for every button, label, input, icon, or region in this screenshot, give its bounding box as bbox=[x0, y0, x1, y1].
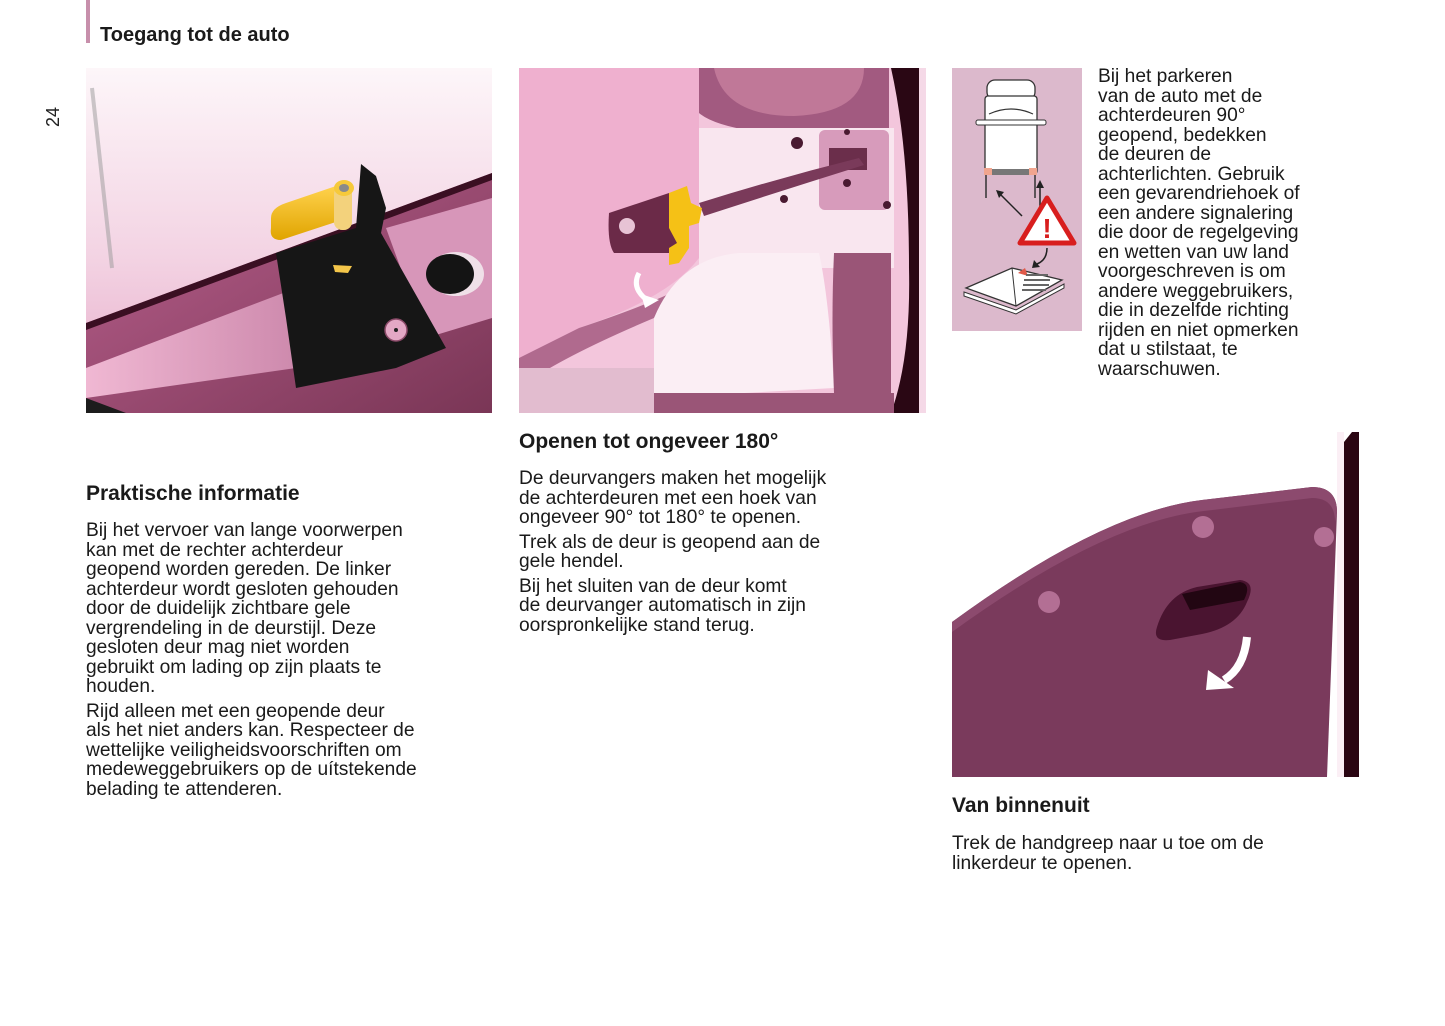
text-line: de achterdeuren met een hoek van bbox=[519, 487, 817, 509]
text-line: ongeveer 90° tot 180° te openen. bbox=[519, 507, 802, 528]
paragraph bbox=[519, 577, 939, 636]
paragraph bbox=[519, 533, 939, 572]
left-column bbox=[86, 482, 506, 506]
door-lock-lever-illustration bbox=[86, 68, 492, 413]
text-line: een gevarendriehoek of bbox=[1098, 183, 1300, 204]
interior-door-handle-illustration bbox=[952, 432, 1359, 777]
text-line: geopend, bedekken bbox=[1098, 124, 1267, 146]
text-line: Bij het sluiten van de deur komt bbox=[519, 575, 787, 597]
heading-openen-180: Openen tot ongeveer 180° bbox=[519, 430, 779, 453]
text-line: een andere signalering bbox=[1098, 202, 1294, 224]
text-line: houden. bbox=[86, 676, 156, 697]
heading-praktische-informatie: Praktische informatie bbox=[86, 482, 300, 505]
text-line: door de duidelijk zichtbare gele bbox=[86, 598, 351, 619]
text-line: gebruikt om lading op zijn plaats te bbox=[86, 656, 382, 678]
text-line: De deurvangers maken het mogelijk bbox=[519, 468, 827, 489]
text-line: geopend worden gereden. De linker bbox=[86, 559, 392, 580]
text-line: gesloten deur mag niet worden bbox=[86, 637, 350, 658]
text-line: vergrendeling in de deurstijl. Deze bbox=[86, 617, 377, 639]
text-line: medeweggebruikers op de uítstekende bbox=[86, 759, 417, 780]
text-line: voorgeschreven is om bbox=[1098, 261, 1286, 282]
text-line: gele hendel. bbox=[519, 551, 624, 572]
text-line: Bij het parkeren bbox=[1098, 66, 1233, 87]
text-line: waarschuwen. bbox=[1098, 358, 1221, 380]
middle-column-text bbox=[519, 469, 939, 640]
door-check-strap-illustration bbox=[519, 68, 926, 413]
text-line: de deuren de bbox=[1098, 144, 1212, 165]
heading-van-binnenuit: Van binnenuit bbox=[952, 794, 1090, 817]
text-line: Bij het vervoer van lange voorwerpen bbox=[86, 520, 403, 541]
text-line: Trek de handgreep naar u toe om de bbox=[952, 833, 1264, 854]
text-line: van de auto met de bbox=[1098, 85, 1263, 107]
right-column-bottom-text bbox=[952, 834, 1372, 878]
text-line: kan met de rechter achterdeur bbox=[86, 539, 344, 561]
text-line: rijden en niet opmerken bbox=[1098, 319, 1299, 341]
text-line: dat u stilstaat, te bbox=[1098, 339, 1238, 360]
right-column-bottom bbox=[952, 794, 1372, 818]
paragraph bbox=[952, 834, 1372, 873]
page-number: 24 bbox=[43, 106, 63, 128]
text-line: achterlichten. Gebruik bbox=[1098, 163, 1285, 185]
text-line: oorspronkelijke stand terug. bbox=[519, 614, 755, 636]
text-line: wettelijke veiligheidsvoorschriften om bbox=[86, 739, 402, 761]
header-accent-bar bbox=[86, 0, 90, 43]
text-line: achterdeuren 90° bbox=[1098, 105, 1246, 126]
text-line: de deurvanger automatisch in zijn bbox=[519, 595, 806, 616]
text-line: Trek als de deur is geopend aan de bbox=[519, 531, 821, 553]
text-line: Rijd alleen met een geopende deur bbox=[86, 700, 385, 722]
paragraph bbox=[1098, 67, 1378, 379]
section-title: Toegang tot de auto bbox=[100, 24, 290, 46]
middle-column bbox=[519, 430, 939, 454]
paragraph bbox=[86, 521, 506, 697]
left-column-text bbox=[86, 521, 506, 804]
text-line: als het niet anders kan. Respecteer de bbox=[86, 720, 415, 741]
text-line: die door de regelgeving bbox=[1098, 222, 1299, 243]
parking-warning-diagram bbox=[952, 68, 1082, 331]
parking-warning-text bbox=[1098, 67, 1378, 384]
text-line: die in dezelfde richting bbox=[1098, 300, 1289, 321]
text-line: andere weggebruikers, bbox=[1098, 280, 1294, 302]
text-line: en wetten van uw land bbox=[1098, 241, 1289, 263]
text-line: linkerdeur te openen. bbox=[952, 852, 1133, 874]
text-line: belading te attenderen. bbox=[86, 778, 283, 800]
paragraph bbox=[86, 702, 506, 800]
svg-text:!: ! bbox=[1042, 213, 1052, 244]
paragraph bbox=[519, 469, 939, 528]
text-line: achterdeur wordt gesloten gehouden bbox=[86, 578, 399, 600]
